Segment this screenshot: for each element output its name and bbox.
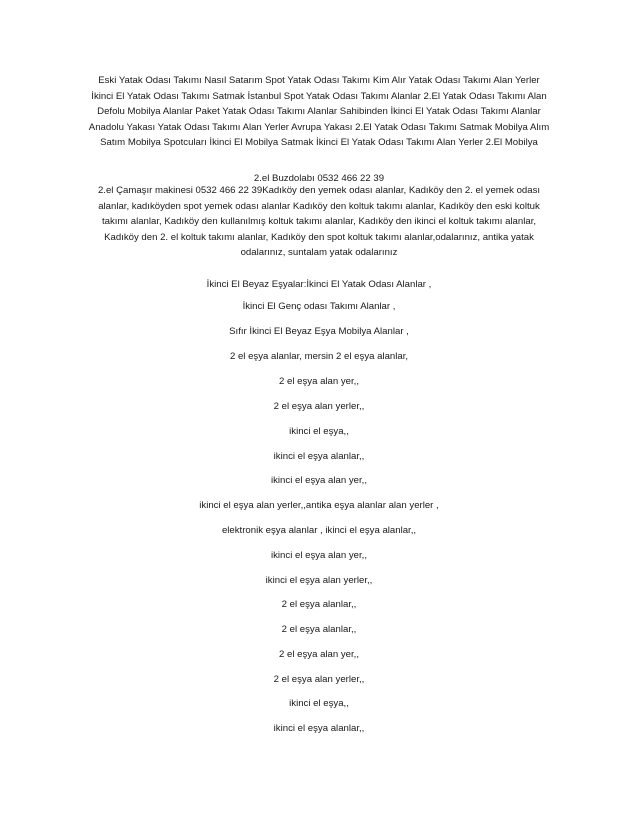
washing-machine-paragraph: 2.el Çamaşır makinesi 0532 466 22 39Kadıköy den yemek odası alanlar, Kadıköy den 2. el yemek odası alanlar, kadıköyden spot yemek odası alanlar Kadıköy den koltuk takımı alanlar, Kadıköy den eski koltuk takımı alanlar, Kadıköy den kullanılmış koltuk takımı alanlar, Kadıköy den ikinci el koltuk takımı alanlar, Kadıköy den 2. el koltuk takımı alanlar, Kadıköy den spot koltuk takımı alanlar,odalarınız, antika yatak odalarınız, suntalam yatak odalarınız — [97, 185, 541, 259]
text-line: ikinci el eşya alan yerler,, — [265, 575, 373, 586]
text-line: 2 el eşya alan yerler,, — [273, 401, 365, 412]
text-line: 2 el eşya alanlar,, — [281, 624, 357, 635]
text-line: ikinci el eşya alanlar,, — [273, 723, 365, 734]
text-line: 2 el eşya alan yer,, — [279, 376, 359, 387]
text-line: 2 el eşya alan yerler,, — [273, 674, 365, 685]
text-line: Sıfır İkinci El Beyaz Eşya Mobilya Alanlar , — [229, 326, 409, 337]
text-line: İkinci El Genç odası Takımı Alanlar , — [242, 301, 396, 312]
text-line: 2 el eşya alanlar,, — [281, 599, 357, 610]
text-line: ikinci el eşya alanlar,, — [273, 451, 365, 462]
text-line: ikinci el eşya alan yerler,,antika eşya alanlar alan yerler , — [199, 500, 439, 511]
text-line: ikinci el eşya alan yer,, — [271, 550, 367, 561]
text-line: elektronik eşya alanlar , ikinci el eşya alanlar,, — [221, 525, 417, 536]
text-line: ikinci el eşya,, — [289, 426, 349, 437]
text-line: 2 el eşya alan yer,, — [279, 649, 359, 660]
text-line: İkinci El Beyaz Eşyalar:İkinci El Yatak Odası Alanlar , — [206, 279, 432, 290]
text-line: ikinci el eşya alan yer,, — [271, 475, 367, 486]
intro-paragraph: Eski Yatak Odası Takımı Nasıl Satarım Spot Yatak Odası Takımı Kim Alır Yatak Odası Takımı Alan Yerler İkinci El Yatak Odası Takımı Satmak İstanbul Spot Yatak Odası Takımı Alanlar 2.El Yatak Odası Takımı Alan Defolu Mobilya Alanlar Paket Yatak Odası Takımı Alanlar Sahibinden İkinci El Yatak Odası Takımı Alanlar Anadolu Yakası Yatak Odası Takımı Alan Yerler Avrupa Yakası 2.El Yatak Odası Takımı Satmak Mobilya Alım Satım Mobilya Spotcuları İkinci El Mobilya Satmak İkinci El Yatak Odası Takımı Alan Yerler 2.El Mobilya — [88, 75, 550, 149]
fridge-line: 2.el Buzdolabı 0532 466 22 39 — [253, 173, 385, 184]
text-line: 2 el eşya alanlar, mersin 2 el eşya alanlar, — [229, 351, 409, 362]
text-line: ikinci el eşya,, — [289, 698, 349, 709]
